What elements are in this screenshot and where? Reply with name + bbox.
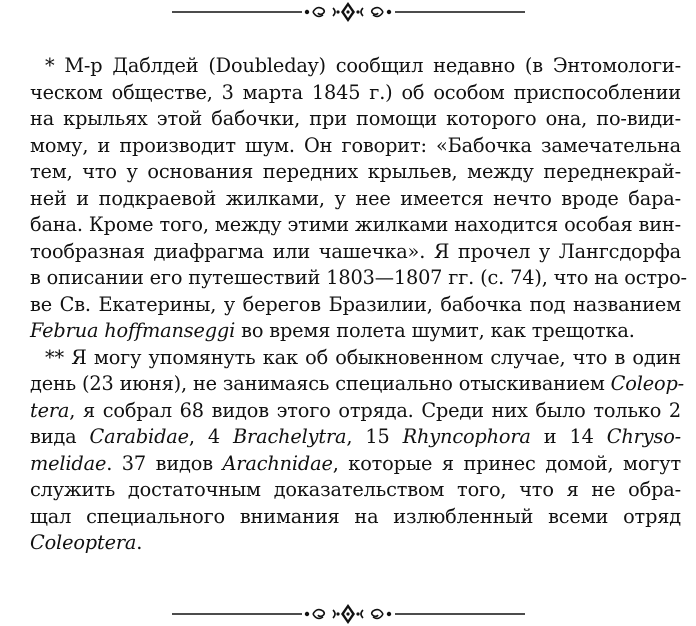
top-ornament-divider bbox=[0, 0, 696, 24]
bottom-ornament-divider bbox=[0, 602, 696, 626]
footnote-2-line-7: щал специального внимания на излюбленный всеми отряд bbox=[30, 504, 681, 528]
footnote-2-line-4-text-c: , 4 bbox=[188, 425, 234, 448]
footnote-2-line-5 bbox=[15, 451, 681, 478]
footnote-1-line-4: мому, и производит шум. Он говорит: «Бабочка замечательна bbox=[30, 133, 681, 157]
footnote-2-line-3-text: , я собрал 68 видов этого отряда. Среди них было только 2 bbox=[69, 398, 681, 422]
footnote-2-line-3 bbox=[15, 398, 681, 425]
footnote-2-line-2-text: день (23 июня), не занимаясь специально отыскиванием bbox=[30, 372, 611, 395]
footnote-2-line-8 bbox=[15, 530, 681, 557]
footnote-2-line-6: служить достаточным доказательством того, что я не обра- bbox=[30, 478, 681, 501]
footnote-2-line-4 bbox=[15, 424, 681, 451]
taxon-name: melidae bbox=[30, 451, 107, 475]
taxon-name: Arachnidae bbox=[222, 451, 333, 475]
taxon-name: Carabidae bbox=[89, 425, 189, 448]
footnote-2 bbox=[15, 345, 685, 557]
taxon-name: tera bbox=[30, 398, 70, 422]
footnote-1 bbox=[15, 53, 687, 345]
taxon-name: Rhyncophora bbox=[402, 425, 531, 448]
footnote-2-line-4-text-e: , 15 bbox=[346, 425, 403, 448]
ornamental-divider-icon bbox=[0, 0, 696, 24]
taxon-name: Brachelytra bbox=[233, 425, 347, 448]
species-name: Februa hoffmanseggi bbox=[30, 319, 236, 342]
footnote-2-line-5-text-b: . 37 видов bbox=[106, 451, 223, 475]
footnote-1-line-11-text: во время полета шумит, как трещотка. bbox=[235, 319, 635, 342]
footnotes-block bbox=[15, 53, 687, 557]
taxon-name: Coleop- bbox=[610, 372, 685, 395]
footnote-1-line-2: ческом обществе, 3 марта 1845 г.) об особом приспособлении bbox=[30, 80, 681, 104]
footnote-1-line-9: в описании его путешествий 1803—1807 гг. (с. 74), что на остро- bbox=[30, 266, 687, 289]
footnote-1-line-6: ней и подкраевой жилками, у нее имеется нечто вроде бара- bbox=[30, 186, 681, 210]
taxon-name: Chryso- bbox=[606, 425, 682, 448]
taxon-name: Coleoptera bbox=[30, 531, 137, 554]
footnote-2-line-5-text-d: , которые я принес домой, могут bbox=[332, 451, 681, 475]
footnote-2-line-1: ** Я могу упомянуть как об обыкновенном случае, что в один bbox=[45, 345, 681, 369]
footnote-1-line-7: бана. Кроме того, между этими жилками находится особая вин- bbox=[30, 213, 681, 236]
footnote-1-line-10: ве Св. Екатерины, у берегов Бразилии, бабочка под названием bbox=[30, 292, 681, 316]
footnote-2-line-4-text-a: вида bbox=[30, 425, 90, 448]
footnote-2-line-8-text: . bbox=[136, 531, 143, 554]
footnote-2-line-2 bbox=[15, 371, 685, 398]
footnote-1-line-1: * М-р Даблдей (Doubleday) сообщил недавно (в Энтомологи- bbox=[45, 54, 681, 77]
footnote-2-line-4-text-g: и 14 bbox=[530, 425, 607, 448]
footnote-1-line-8: тообразная диафрагма или чашечка». Я прочел у Лангсдорфа bbox=[30, 239, 681, 263]
footnote-1-line-11 bbox=[15, 318, 681, 345]
footnote-1-line-3: на крыльях этой бабочки, при помощи которого она, по-види- bbox=[30, 107, 681, 130]
footnote-1-line-5: тем, что у основания передних крыльев, между переднекрай- bbox=[30, 160, 681, 183]
ornamental-divider-icon bbox=[0, 602, 696, 626]
